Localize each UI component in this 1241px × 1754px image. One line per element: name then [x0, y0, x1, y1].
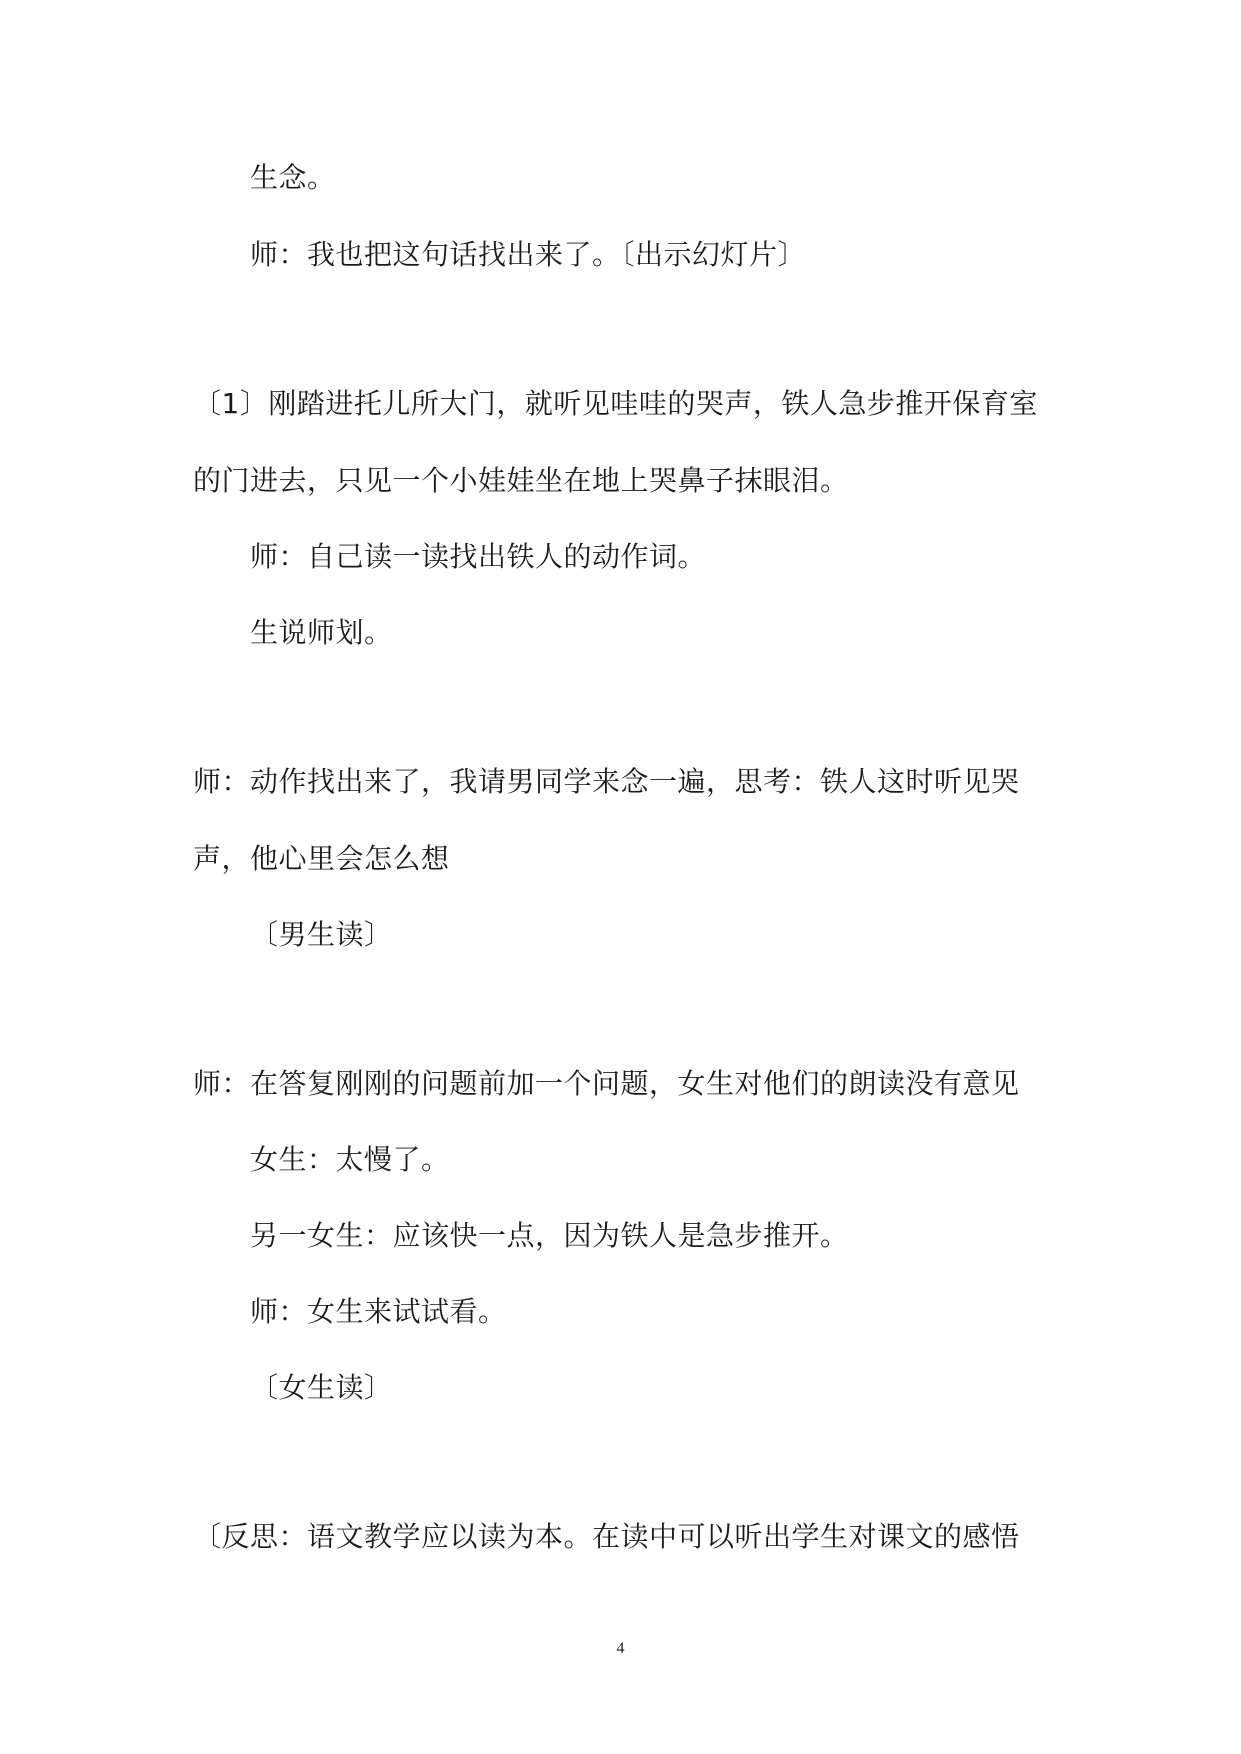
paragraph-line: 师：在答复刚刚的问题前加一个问题，女生对他们的朗读没有意见 [193, 1067, 1020, 1100]
paragraph-line: 师：我也把这句话找出来了。〔出示幻灯片〕 [250, 238, 807, 271]
paragraph-line: 师：自己读一读找出铁人的动作词。 [250, 540, 707, 573]
paragraph-line: 的门进去，只见一个小娃娃坐在地上哭鼻子抹眼泪。 [193, 464, 849, 497]
paragraph-line: 〔男生读〕 [250, 918, 393, 951]
paragraph-line: 生念。 [250, 161, 336, 194]
paragraph-line: 〔1〕刚踏进托儿所大门，就听见哇哇的哭声，铁人急步推开保育室 [193, 387, 1038, 420]
paragraph-line: 另一女生：应该快一点，因为铁人是急步推开。 [250, 1219, 849, 1252]
paragraph-line: 〔女生读〕 [250, 1371, 393, 1404]
paragraph-line: 生说师划。 [250, 616, 393, 649]
paragraph-line: 师：动作找出来了，我请男同学来念一遍，思考：铁人这时听见哭 [193, 765, 1020, 798]
paragraph-line: 〔反思：语文教学应以读为本。在读中可以听出学生对课文的感悟 [193, 1520, 1020, 1553]
paragraph-line: 师：女生来试试看。 [250, 1295, 507, 1328]
page-number: 4 [616, 1640, 625, 1657]
paragraph-line: 声，他心里会怎么想 [193, 842, 450, 875]
paragraph-line: 女生：太慢了。 [250, 1143, 450, 1176]
